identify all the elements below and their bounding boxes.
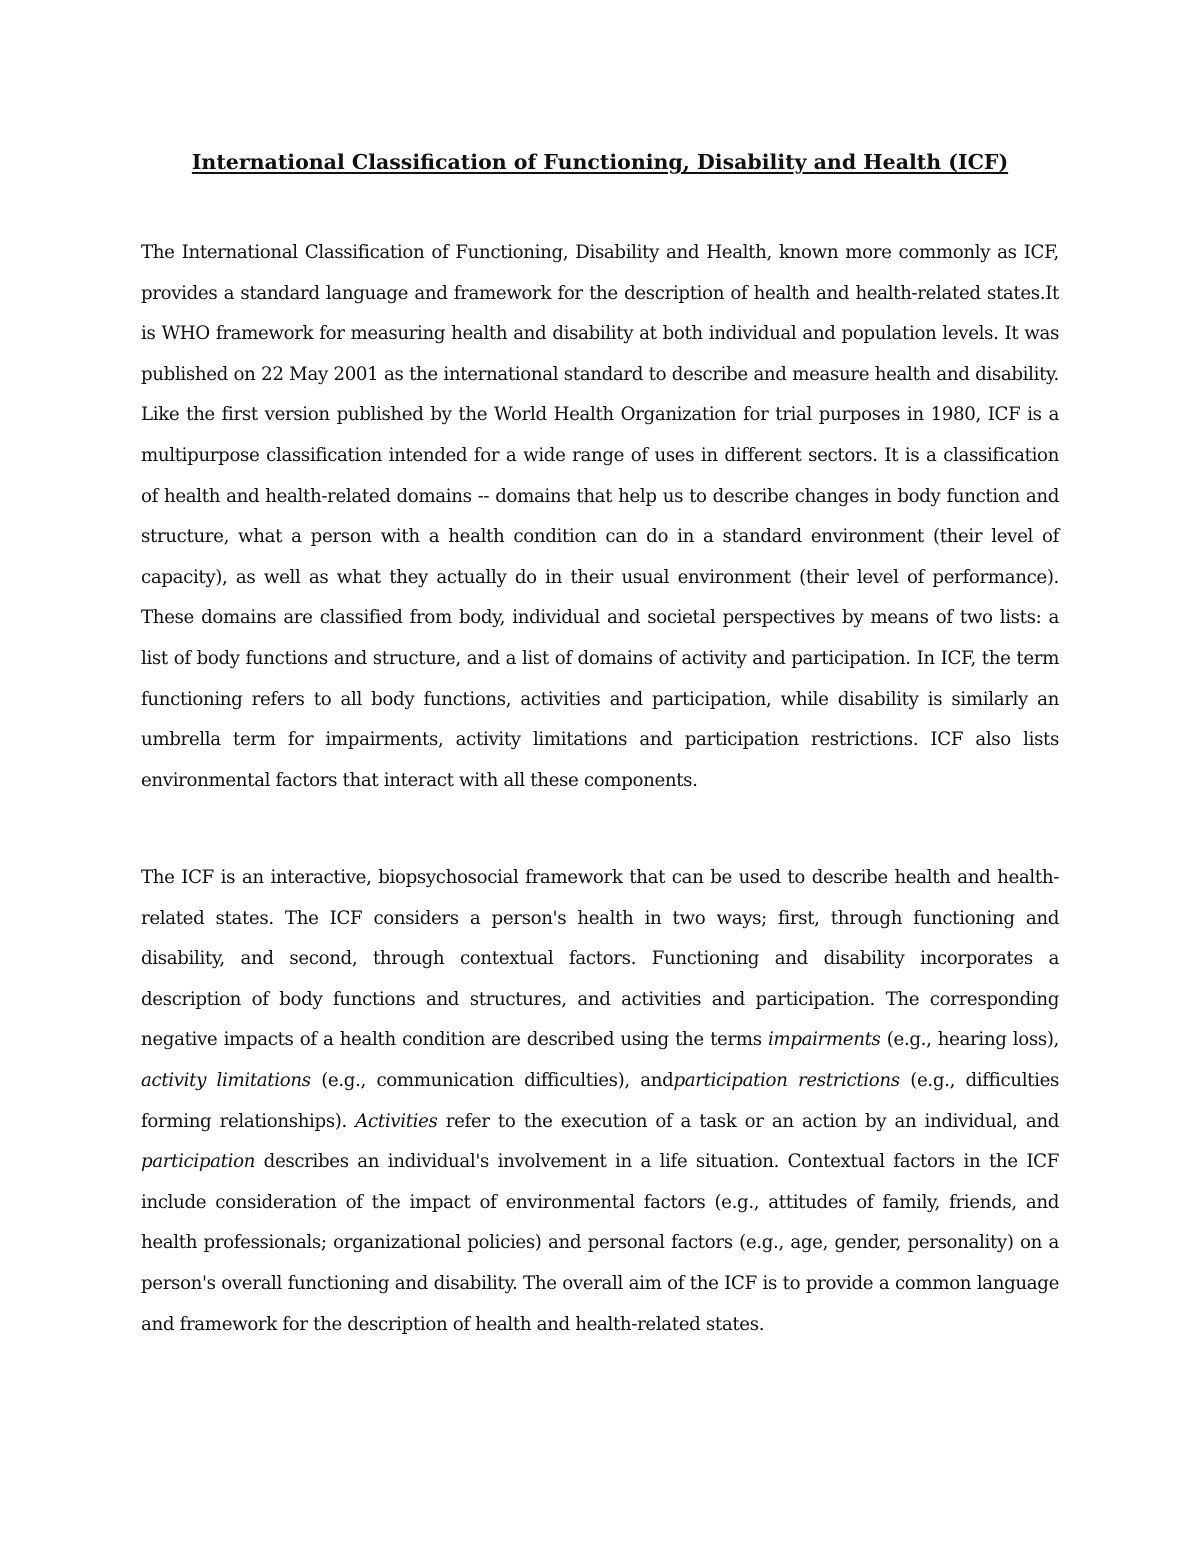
term-activities: Activities (355, 1110, 438, 1132)
paragraph-text: refer to the execution of a task or an action by an individual, and (437, 1110, 1059, 1132)
paragraph-introduction: The International Classification of Functioning, Disability and Health, known more commonly as ICF, provides a standard language and framework for the description of health and health-related states.It is WHO framework for measuring health and disability at both individual and population levels. It was published on 22 May 2001 as the international standard to describe and measure health and disability. Like the first version published by the World Health Organization for trial purposes in 1980, ICF is a multipurpose classification intended for a wide range of uses in different sectors. It is a classification of health and health-related domains -- domains that help us to describe changes in body function and structure, what a person with a health condition can do in a standard environment (their level of capacity), as well as what they actually do in their usual environment (their level of performance). These domains are classified from body, individual and societal perspectives by means of two lists: a list of body functions and structure, and a list of domains of activity and participation. In ICF, the term functioning refers to all body functions, activities and participation, while disability is similarly an umbrella term for impairments, activity limitations and participation restrictions. ICF also lists environmental factors that interact with all these components. (141, 242, 1059, 791)
paragraph-text: (e.g., communication difficulties), and (310, 1069, 674, 1091)
document-title: International Classification of Functioning, Disability and Health (ICF) (191, 150, 1009, 174)
term-participation-restrictions: participation restrictions (673, 1069, 900, 1091)
paragraph-text: The ICF is an interactive, biopsychosocial framework that can be used to describe health and health-related states. The ICF considers a person's health in two ways; first, through functioning and disability, and second, through contextual factors. Functioning and disability incorporates a description of body functions and structures, and activities and participation. The corresponding negative impacts of a health condition are described using the terms (141, 867, 1059, 1051)
paragraph-text: (e.g., hearing loss), (880, 1029, 1059, 1051)
paragraph-framework (141, 858, 1059, 1345)
term-impairments: impairments (767, 1029, 881, 1051)
paragraph-text: describes an individual's involvement in a life situation. Contextual factors in the ICF include consideration of the impact of environmental factors (e.g., attitudes of family, friends, and health professionals; organizational policies) and personal factors (e.g., age, gender, personality) on a person's overall functioning and disability. The overall aim of the ICF is to provide a common language and framework for the description of health and health-related states. (141, 1151, 1059, 1335)
paragraph-text: (e.g., difficulties forming relationships). (141, 1069, 1059, 1132)
term-participation: participation (141, 1151, 256, 1173)
term-activity-limitations: activity limitations (141, 1069, 311, 1091)
